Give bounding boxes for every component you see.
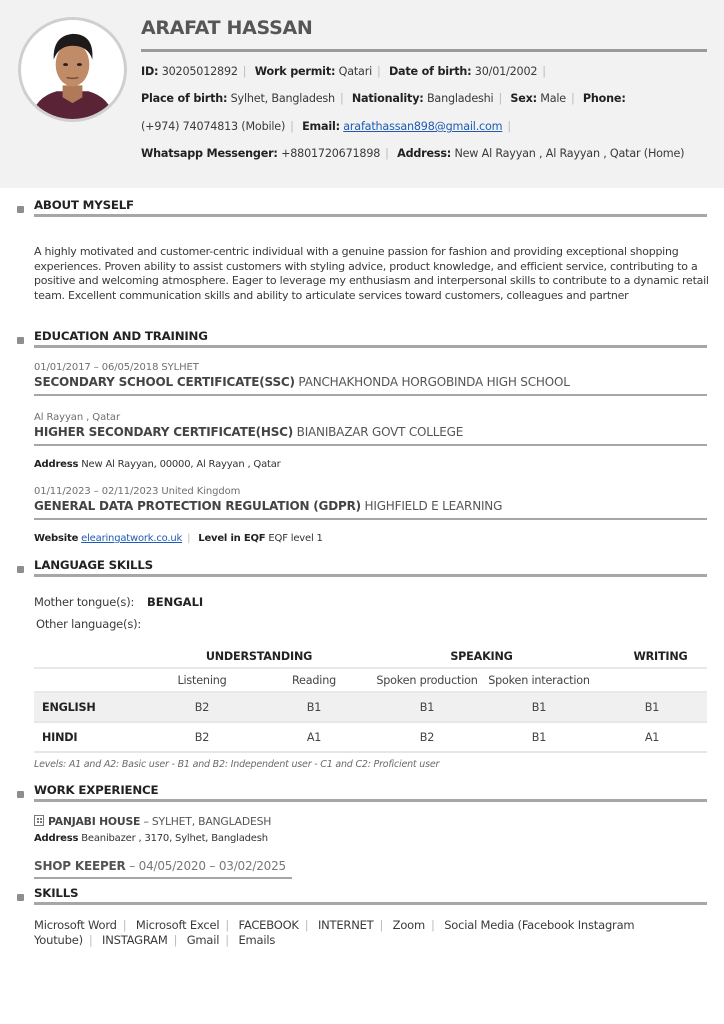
address-value: Beanibazer , 3170, Sylhet, Bangladesh — [81, 833, 268, 844]
levels-note: Levels: A1 and A2: Basic user - B1 and B2: Independent user - C1 and C2: Proficient user — [34, 759, 440, 770]
employer-name: PANJABI HOUSE — [48, 815, 141, 828]
skill-item: INSTAGRAM — [102, 932, 168, 947]
section-bullet-icon — [17, 566, 24, 573]
id-label: ID: — [141, 65, 159, 78]
language-name: HINDI — [42, 730, 78, 744]
work-employer-line — [34, 815, 271, 828]
job-title-line — [34, 859, 286, 873]
phone-value: (+974) 74074813 (Mobile) — [141, 120, 286, 133]
address-value: New Al Rayyan , Al Rayyan , Qatar (Home) — [454, 147, 685, 160]
education-address — [34, 459, 281, 470]
listening-level: B2 — [194, 730, 210, 744]
separator: | — [385, 147, 389, 160]
work-permit-label: Work permit: — [254, 65, 336, 78]
section-bullet-icon — [17, 206, 24, 213]
address-label: Address — [34, 833, 79, 844]
table-row — [34, 693, 707, 723]
writing-level: A1 — [644, 730, 660, 744]
employer-location: – SYLHET, BANGLADESH — [143, 815, 272, 828]
entry-divider — [34, 444, 707, 446]
section-title-languages: LANGUAGE SKILLS — [34, 558, 153, 572]
qualification: SECONDARY SCHOOL CERTIFICATE(SSC) — [34, 375, 295, 389]
language-name: ENGLISH — [42, 700, 96, 714]
separator: | — [377, 65, 381, 78]
section-title-education: EDUCATION AND TRAINING — [34, 329, 208, 343]
skill-item: INTERNET — [317, 918, 374, 932]
section-title-work: WORK EXPERIENCE — [34, 783, 159, 797]
section-divider — [34, 902, 707, 905]
group-speaking: SPEAKING — [450, 650, 513, 663]
website-label: Website — [34, 533, 79, 544]
nationality-value: Bangladeshi — [426, 92, 494, 105]
place-of-birth-value: Sylhet, Bangladesh — [230, 92, 335, 105]
education-entry-title — [34, 425, 463, 439]
work-address — [34, 833, 268, 844]
skill-item: FACEBOOK — [238, 918, 299, 932]
work-permit-value: Qatari — [338, 65, 373, 78]
separator: | — [88, 932, 93, 947]
separator: | — [122, 918, 127, 932]
separator: | — [339, 92, 344, 105]
about-text: A highly motivated and customer-centric individual with a genuine passion for fashion and providing exceptional shopping experiences. Proven ability to assist customers with styling advice, product knowledge, and efficient service, contributing to a positive and welcoming atmosphere. Eager to leverage my enthusiasm and interpersonal skills to contribute to a dynamic retail team. Excellent communication skills and ability to articulate services toward customers, colleagues and partner — [34, 245, 709, 302]
reading-level: B1 — [306, 700, 322, 714]
education-entry-title — [34, 375, 570, 389]
separator: | — [187, 533, 191, 544]
table-header-subs — [34, 669, 707, 693]
info-line-4 — [141, 147, 684, 160]
language-table — [34, 646, 707, 753]
education-meta: 01/11/2023 – 02/11/2023 United Kingdom — [34, 486, 241, 497]
phone-label: Phone: — [582, 92, 626, 105]
separator: | — [379, 918, 384, 932]
entry-divider — [34, 518, 707, 520]
name-divider — [141, 49, 707, 52]
separator: | — [498, 92, 503, 105]
place-of-birth-label: Place of birth: — [141, 92, 228, 105]
education-entry-title — [34, 499, 502, 513]
education-website-line — [34, 533, 323, 544]
group-writing: WRITING — [633, 650, 688, 663]
eqf-value: EQF level 1 — [268, 533, 323, 544]
sex-label: Sex: — [510, 92, 537, 105]
nationality-label: Nationality: — [351, 92, 424, 105]
skills-list — [34, 918, 674, 947]
profile-photo — [18, 17, 127, 122]
table-row — [34, 723, 707, 753]
dob-value: 30/01/2002 — [474, 65, 538, 78]
skill-item: Gmail — [186, 932, 220, 947]
address-label: Address — [34, 459, 79, 470]
table-header-groups — [34, 646, 707, 669]
section-title-about: ABOUT MYSELF — [34, 198, 134, 212]
skill-item: Microsoft Word — [34, 918, 117, 932]
separator: | — [542, 65, 546, 78]
spoken-production-level: B1 — [419, 700, 435, 714]
header — [0, 0, 724, 188]
website-link[interactable]: elearingatwork.co.uk — [81, 533, 183, 544]
listening-level: B2 — [194, 700, 210, 714]
id-value: 30205012892 — [161, 65, 238, 78]
separator: | — [225, 932, 229, 947]
skill-item: Social Media (Facebook Instagram Youtube) — [34, 918, 635, 947]
separator: | — [173, 932, 178, 947]
separator: | — [570, 92, 575, 105]
sex-value: Male — [540, 92, 566, 105]
info-line-2 — [141, 92, 626, 105]
institution: BIANIBAZAR GOVT COLLEGE — [296, 425, 464, 439]
section-divider — [34, 214, 707, 217]
other-languages-label: Other language(s): — [36, 617, 142, 631]
address-value: New Al Rayyan, 00000, Al Rayyan , Qatar — [81, 459, 281, 470]
separator: | — [507, 120, 511, 133]
sub-reading: Reading — [291, 673, 336, 687]
building-icon — [34, 815, 44, 826]
skill-item: Microsoft Excel — [135, 918, 220, 932]
separator: | — [290, 120, 294, 133]
job-dates: – 04/05/2020 – 03/02/2025 — [129, 859, 286, 873]
section-divider — [34, 345, 707, 348]
spoken-interaction-level: B1 — [531, 730, 547, 744]
institution: PANCHAKHONDA HORGOBINDA HIGH SCHOOL — [298, 375, 570, 389]
reading-level: A1 — [306, 730, 322, 744]
separator: | — [225, 918, 230, 932]
education-meta: 01/01/2017 – 06/05/2018 SYLHET — [34, 362, 199, 373]
skill-item: Zoom — [392, 918, 426, 932]
dob-label: Date of birth: — [388, 65, 472, 78]
institution: HIGHFIELD E LEARNING — [364, 499, 503, 513]
mother-tongue-value: BENGALI — [147, 595, 204, 609]
entry-divider — [34, 394, 707, 396]
section-divider — [34, 799, 707, 802]
person-photo-icon — [21, 20, 124, 119]
section-bullet-icon — [17, 894, 24, 901]
email-link[interactable]: arafathassan898@gmail.com — [343, 120, 503, 133]
whatsapp-value: +8801720671898 — [281, 147, 381, 160]
separator: | — [431, 918, 435, 932]
skill-item: Emails — [238, 932, 276, 947]
mother-tongue-label: Mother tongue(s): — [34, 595, 135, 609]
section-divider — [34, 574, 707, 577]
separator: | — [304, 918, 309, 932]
info-line-3 — [141, 120, 516, 133]
spoken-interaction-level: B1 — [531, 700, 547, 714]
qualification: GENERAL DATA PROTECTION REGULATION (GDPR) — [34, 499, 361, 513]
entry-divider — [34, 877, 292, 879]
eqf-label: Level in EQF — [198, 533, 266, 544]
section-bullet-icon — [17, 337, 24, 344]
section-bullet-icon — [17, 791, 24, 798]
email-label: Email: — [302, 120, 340, 133]
sub-spoken-interaction: Spoken interaction — [488, 673, 590, 687]
sub-spoken-production: Spoken production — [376, 673, 478, 687]
separator: | — [242, 65, 247, 78]
address-label: Address: — [397, 147, 452, 160]
sub-listening: Listening — [177, 673, 227, 687]
writing-level: B1 — [644, 700, 660, 714]
qualification: HIGHER SECONDARY CERTIFICATE(HSC) — [34, 425, 294, 439]
candidate-name: ARAFAT HASSAN — [141, 17, 313, 39]
group-understanding: UNDERSTANDING — [205, 650, 313, 663]
education-meta: Al Rayyan , Qatar — [34, 412, 120, 423]
spoken-production-level: B2 — [419, 730, 435, 744]
job-title: SHOP KEEPER — [34, 859, 126, 873]
whatsapp-label: Whatsapp Messenger: — [141, 147, 278, 160]
info-line-1 — [141, 65, 551, 78]
section-title-skills: SKILLS — [34, 886, 79, 900]
